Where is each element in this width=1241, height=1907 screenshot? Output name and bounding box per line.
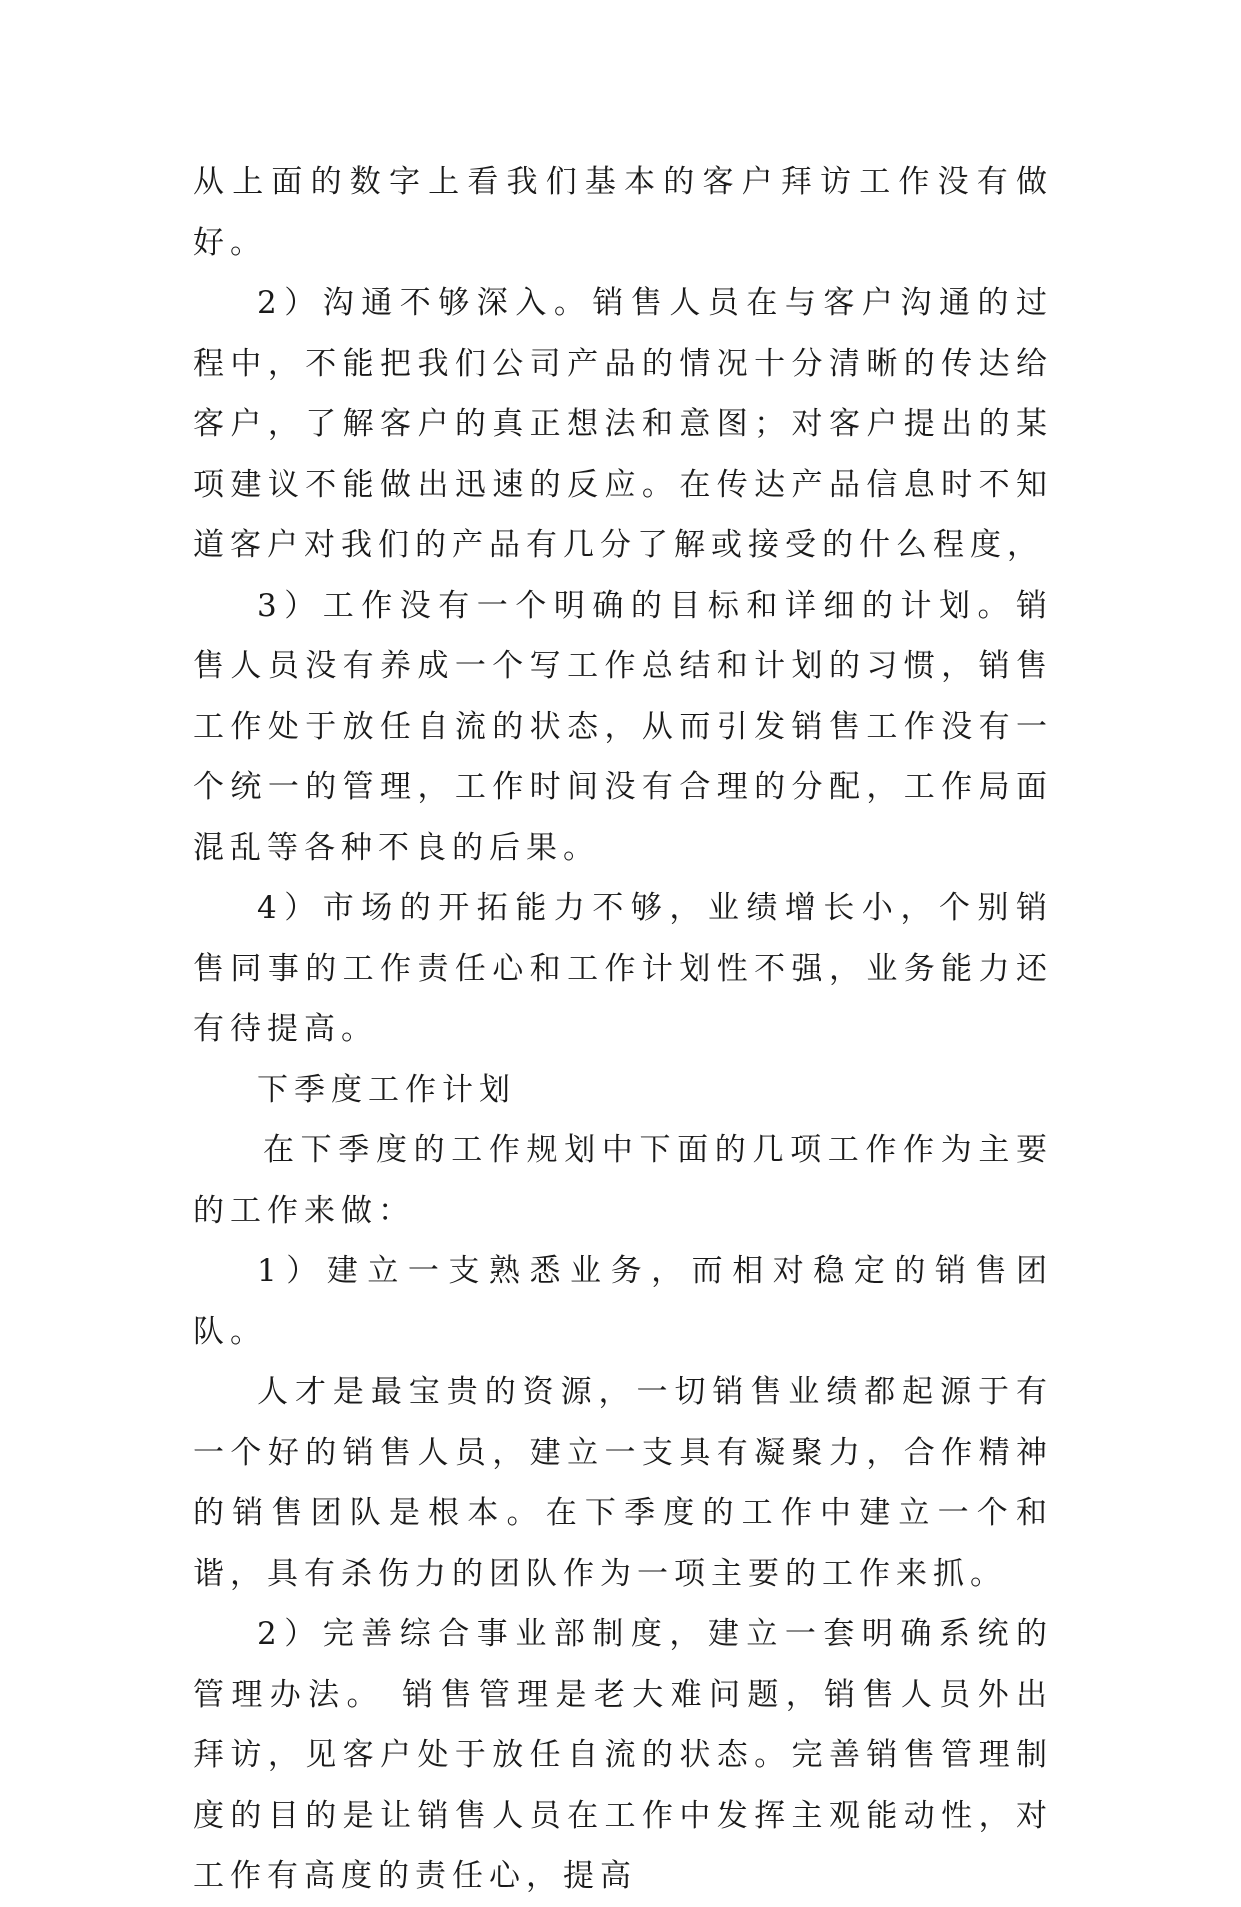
paragraph-talent: 人才是最宝贵的资源，一切销售业绩都起源于有一个好的销售人员，建立一支具有凝聚力，合作精神的销售团队是根本。在下季度的工作中建立一个和谐，具有杀伤力的团队作为一项主要的工作来抓。 xyxy=(193,1374,1053,1592)
paragraph-work-plan-issue: 3）工作没有一个明确的目标和详细的计划。销售人员没有养成一个写工作总结和计划的习惯，销售工作处于放任自流的状态，从而引发销售工作没有一个统一的管理，工作时间没有合理的分配，工作局面混乱等各种不良的后果。 xyxy=(193,587,1053,866)
paragraph-plan-intro: 在下季度的工作规划中下面的几项工作作为主要的工作来做： xyxy=(193,1132,1053,1229)
paragraph-management-system: 2）完善综合事业部制度，建立一套明确系统的管理办法。 销售管理是老大难问题，销售人员外出拜访，见客户处于放任自流的状态。完善销售管理制度的目的是让销售人员在工作中发挥主观能动性，对工作有高度的责任心，提高 xyxy=(193,1616,1053,1894)
paragraph-visit-summary: 从上面的数字上看我们基本的客户拜访工作没有做好。 xyxy=(193,164,1053,261)
paragraph-build-team: 1）建立一支熟悉业务，而相对稳定的销售团队。 xyxy=(193,1253,1053,1350)
paragraph-communication: 2）沟通不够深入。销售人员在与客户沟通的过程中，不能把我们公司产品的情况十分清晰的传达给客户，了解客户的真正想法和意图；对客户提出的某项建议不能做出迅速的反应。在传达产品信息时不知道客户对我们的产品有几分了解或接受的什么程度， xyxy=(193,285,1053,563)
document-body xyxy=(193,152,1053,1907)
section-heading-next-quarter: 下季度工作计划 xyxy=(257,1071,516,1108)
paragraph-market-ability: 4）市场的开拓能力不够，业绩增长小，个别销售同事的工作责任心和工作计划性不强，业务能力还有待提高。 xyxy=(193,890,1053,1047)
